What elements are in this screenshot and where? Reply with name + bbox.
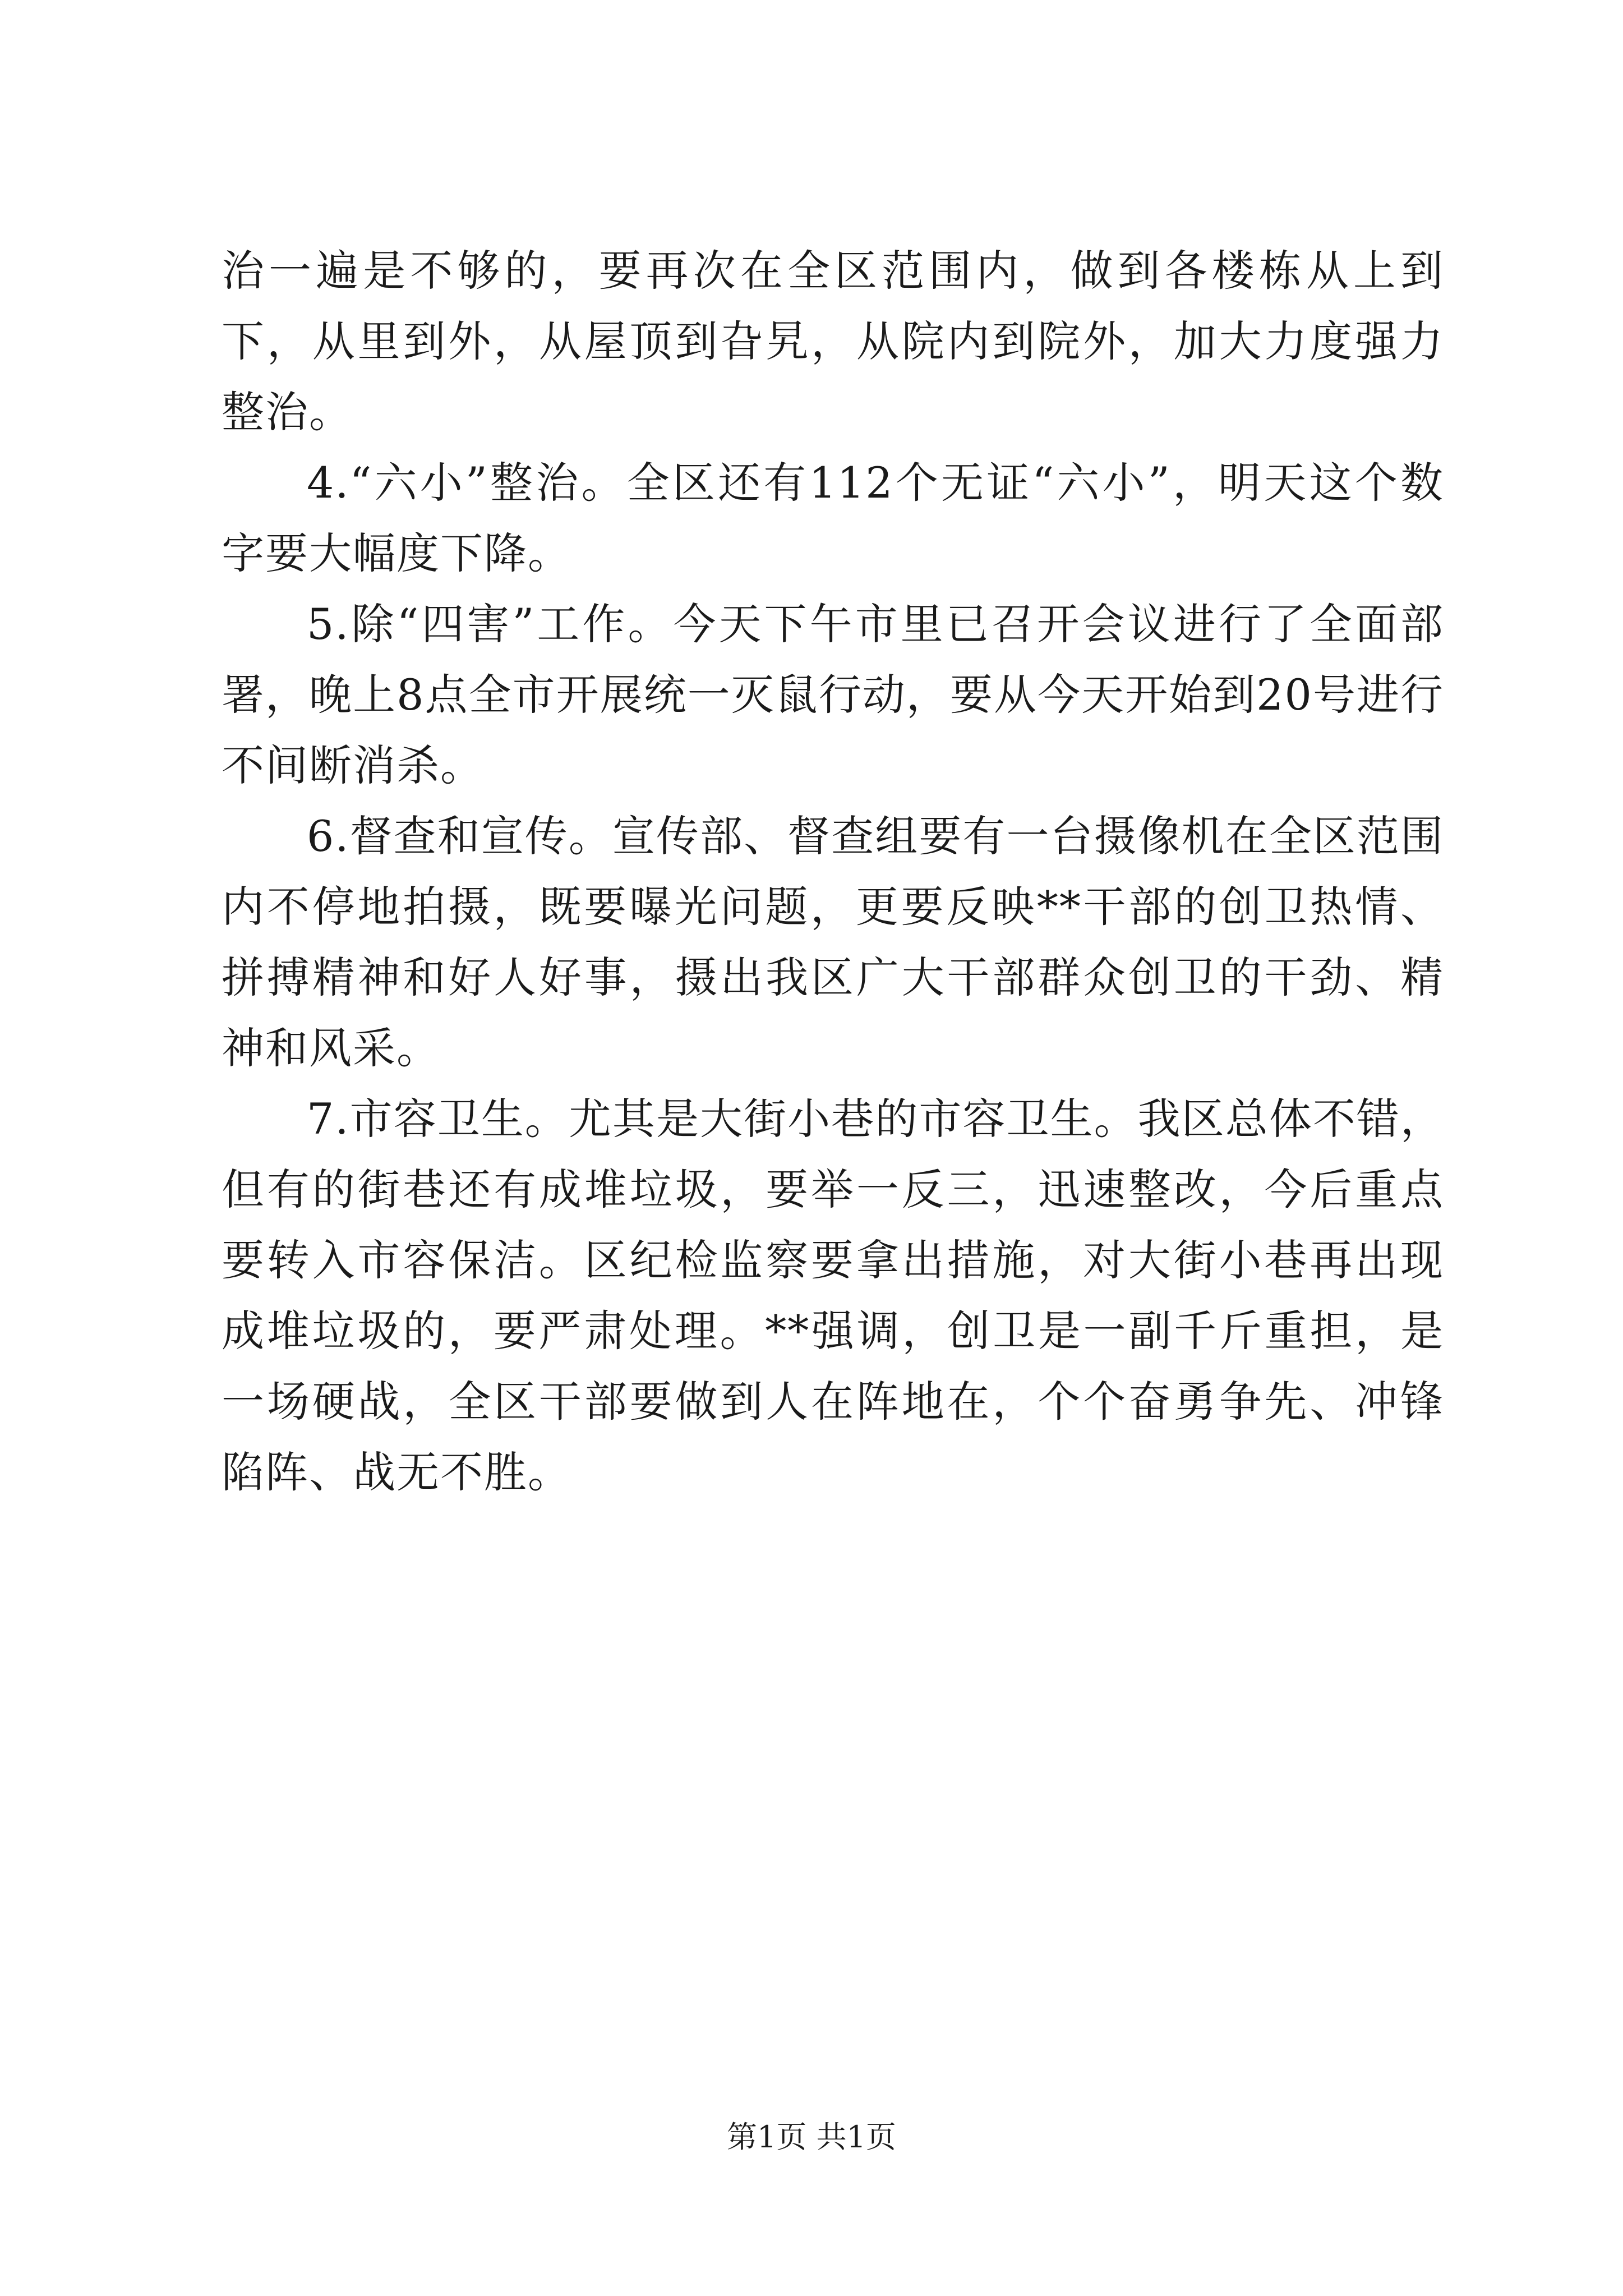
page-footer <box>0 2118 1623 2157</box>
paragraph-item-5: 5.除“四害”工作。今天下午市里已召开会议进行了全面部署，晚上8点全市开展统一灭鼠行动，要从今天开始到20号进行不间断消杀。 <box>222 599 1444 790</box>
page-number: 第1页 共1页 <box>727 2119 896 2155</box>
paragraph-item-6: 6.督查和宣传。宣传部、督查组要有一台摄像机在全区范围内不停地拍摄，既要曝光问题，更要反映**干部的创卫热情、拼搏精神和好人好事，摄出我区广大干部群众创卫的干劲、精神和风采。 <box>222 811 1444 1073</box>
document-body <box>222 236 1444 1508</box>
paragraph-item-7: 7.市容卫生。尤其是大街小巷的市容卫生。我区总体不错，但有的街巷还有成堆垃圾，要举一反三，迅速整改，今后重点要转入市容保洁。区纪检监察要拿出措施，对大街小巷再出现成堆垃圾的，要严肃处理。**强调，创卫是一副千斤重担，是一场硬战，全区干部要做到人在阵地在，个个奋勇争先、冲锋陷阵、战无不胜。 <box>222 1094 1444 1497</box>
paragraph-continued: 治一遍是不够的，要再次在全区范围内，做到各楼栋从上到下，从里到外，从屋顶到旮旯，从院内到院外，加大力度强力整治。 <box>222 246 1444 437</box>
paragraph-item-4: 4.“六小”整治。全区还有112个无证“六小”，明天这个数字要大幅度下降。 <box>222 458 1444 578</box>
